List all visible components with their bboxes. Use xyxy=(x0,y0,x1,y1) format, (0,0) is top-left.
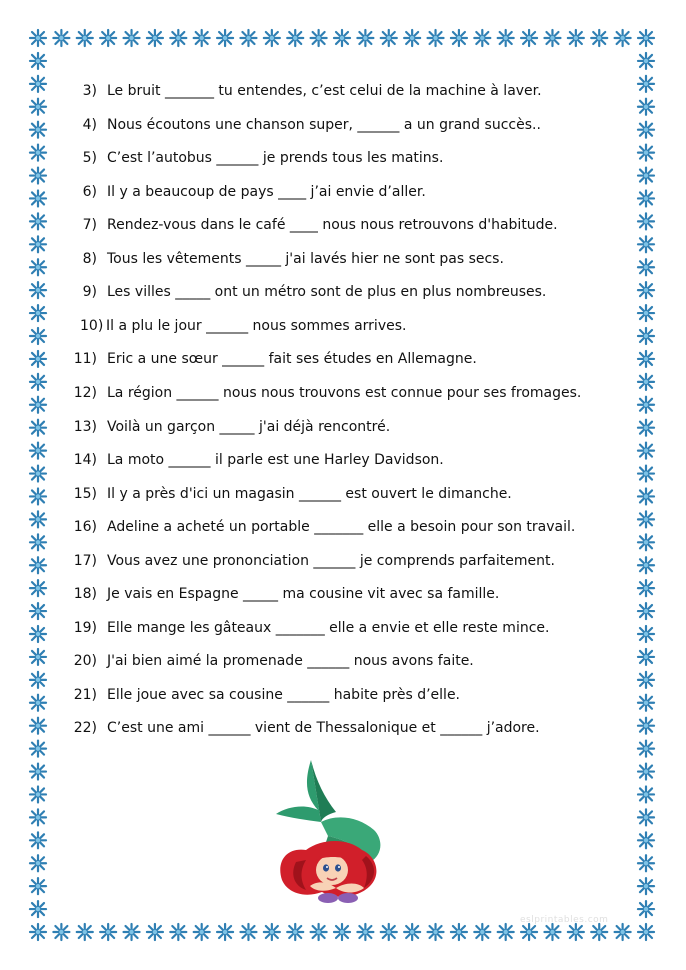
snowflake-icon xyxy=(217,924,233,940)
exercise-text: Il y a beaucoup de pays ____ j’ai envie d’aller. xyxy=(107,183,426,200)
snowflake-icon xyxy=(30,924,46,940)
exercise-text: J'ai bien aimé la promenade ______ nous avons faite. xyxy=(107,653,474,670)
snowflake-icon xyxy=(404,924,420,940)
exercise-text: Vous avez une prononciation ______ je comprends parfaitement. xyxy=(107,552,555,569)
exercise-number: 19) xyxy=(73,619,97,636)
snowflake-icon xyxy=(30,786,46,802)
exercise-text: Je vais en Espagne _____ ma cousine vit avec sa famille. xyxy=(107,586,500,603)
exercise-number: 13) xyxy=(73,418,97,435)
snowflake-icon xyxy=(30,764,46,780)
snowflake-icon xyxy=(124,924,140,940)
exercise-text: Les villes _____ ont un métro sont de plus en plus nombreuses. xyxy=(107,284,547,301)
snowflake-icon xyxy=(638,809,654,825)
exercise-text: Elle mange les gâteaux _______ elle a envie et elle reste mince. xyxy=(107,619,550,636)
snowflake-icon xyxy=(474,924,490,940)
exercise-number: 21) xyxy=(73,686,97,703)
exercise-text: La région ______ nous nous trouvons est connue pour ses fromages. xyxy=(107,384,582,401)
exercise-number: 17) xyxy=(73,552,97,569)
exercise-text: C’est une ami ______ vient de Thessalonique et ______ j’adore. xyxy=(107,720,540,737)
exercise-text: Elle joue avec sa cousine ______ habite près d’elle. xyxy=(107,686,461,703)
snowflake-icon xyxy=(498,924,514,940)
exercise-number: 3) xyxy=(82,83,97,99)
exercise-number: 9) xyxy=(82,284,97,301)
snowflake-icon xyxy=(638,855,654,871)
snowflake-icon xyxy=(381,924,397,940)
snowflake-icon xyxy=(638,786,654,802)
exercise-text: C’est l’autobus ______ je prends tous les matins. xyxy=(107,150,444,167)
snowflake-icon xyxy=(591,924,607,940)
snowflake-icon xyxy=(264,924,280,940)
exercise-text: Tous les vêtements _____ j'ai lavés hier ne sont pas secs. xyxy=(107,250,504,267)
snowflake-icon xyxy=(30,878,46,894)
snowflake-icon xyxy=(451,924,467,940)
snowflake-icon xyxy=(100,924,116,940)
snowflake-icon xyxy=(638,901,654,917)
snowflake-icon xyxy=(240,924,256,940)
exercise-text: Rendez-vous dans le café ____ nous nous retrouvons d'habitude. xyxy=(107,217,558,234)
snowflake-icon xyxy=(311,924,327,940)
exercise-number: 5) xyxy=(82,150,97,167)
exercise-number: 6) xyxy=(82,183,97,200)
exercise-number: 8) xyxy=(82,250,97,267)
snowflake-icon xyxy=(638,924,654,940)
exercise-text: Nous écoutons une chanson super, ______ a un grand succès.. xyxy=(107,116,541,133)
snowflake-icon xyxy=(544,924,560,940)
exercise-text: La moto ______ il parle est une Harley Davidson. xyxy=(107,452,444,469)
snowflake-icon xyxy=(521,924,537,940)
snowflake-icon xyxy=(357,924,373,940)
exercise-number: 7) xyxy=(82,217,97,234)
mermaid-illustration xyxy=(266,752,402,906)
snowflake-icon xyxy=(170,924,186,940)
snowflake-icon xyxy=(638,878,654,894)
exercise-number: 11) xyxy=(73,351,97,368)
exercise-number: 15) xyxy=(73,485,97,502)
exercise-text: Eric a une sœur ______ fait ses études en Allemagne. xyxy=(107,351,477,368)
snowflake-icon xyxy=(53,924,69,940)
snowflake-icon xyxy=(615,924,631,940)
snowflake-icon xyxy=(638,832,654,848)
exercise-number: 20) xyxy=(73,653,97,670)
snowflake-icon xyxy=(30,809,46,825)
exercise-number: 16) xyxy=(73,519,97,536)
exercise-text: Adeline a acheté un portable _______ elle a besoin pour son travail. xyxy=(107,519,576,536)
exercise-number: 4) xyxy=(82,116,97,133)
snowflake-icon xyxy=(30,855,46,871)
snowflake-icon xyxy=(194,924,210,940)
snowflake-icon xyxy=(77,924,93,940)
snowflake-icon xyxy=(30,901,46,917)
snowflake-icon xyxy=(147,924,163,940)
snowflake-icon xyxy=(428,924,444,940)
snowflake-icon xyxy=(638,764,654,780)
snowflake-icon xyxy=(334,924,350,940)
snowflake-icon xyxy=(568,924,584,940)
exercise-text: Voilà un garçon _____ j'ai déjà rencontré. xyxy=(107,418,391,435)
exercise-text: Il a plu le jour ______ nous sommes arrives. xyxy=(106,317,407,334)
watermark: eslprintables.com xyxy=(520,915,609,925)
exercise-number: 22) xyxy=(73,720,97,737)
exercise-text: Le bruit _______ tu entendes, c’est celui de la machine à laver. xyxy=(107,83,542,99)
snowflake-icon xyxy=(30,832,46,848)
exercise-number: 10) xyxy=(80,317,104,334)
exercise-number: 14) xyxy=(73,452,97,469)
exercise-number: 12) xyxy=(73,384,97,401)
snowflake-icon xyxy=(287,924,303,940)
exercise-number: 18) xyxy=(73,586,97,603)
exercise-text: Il y a près d'ici un magasin ______ est ouvert le dimanche. xyxy=(107,485,512,502)
